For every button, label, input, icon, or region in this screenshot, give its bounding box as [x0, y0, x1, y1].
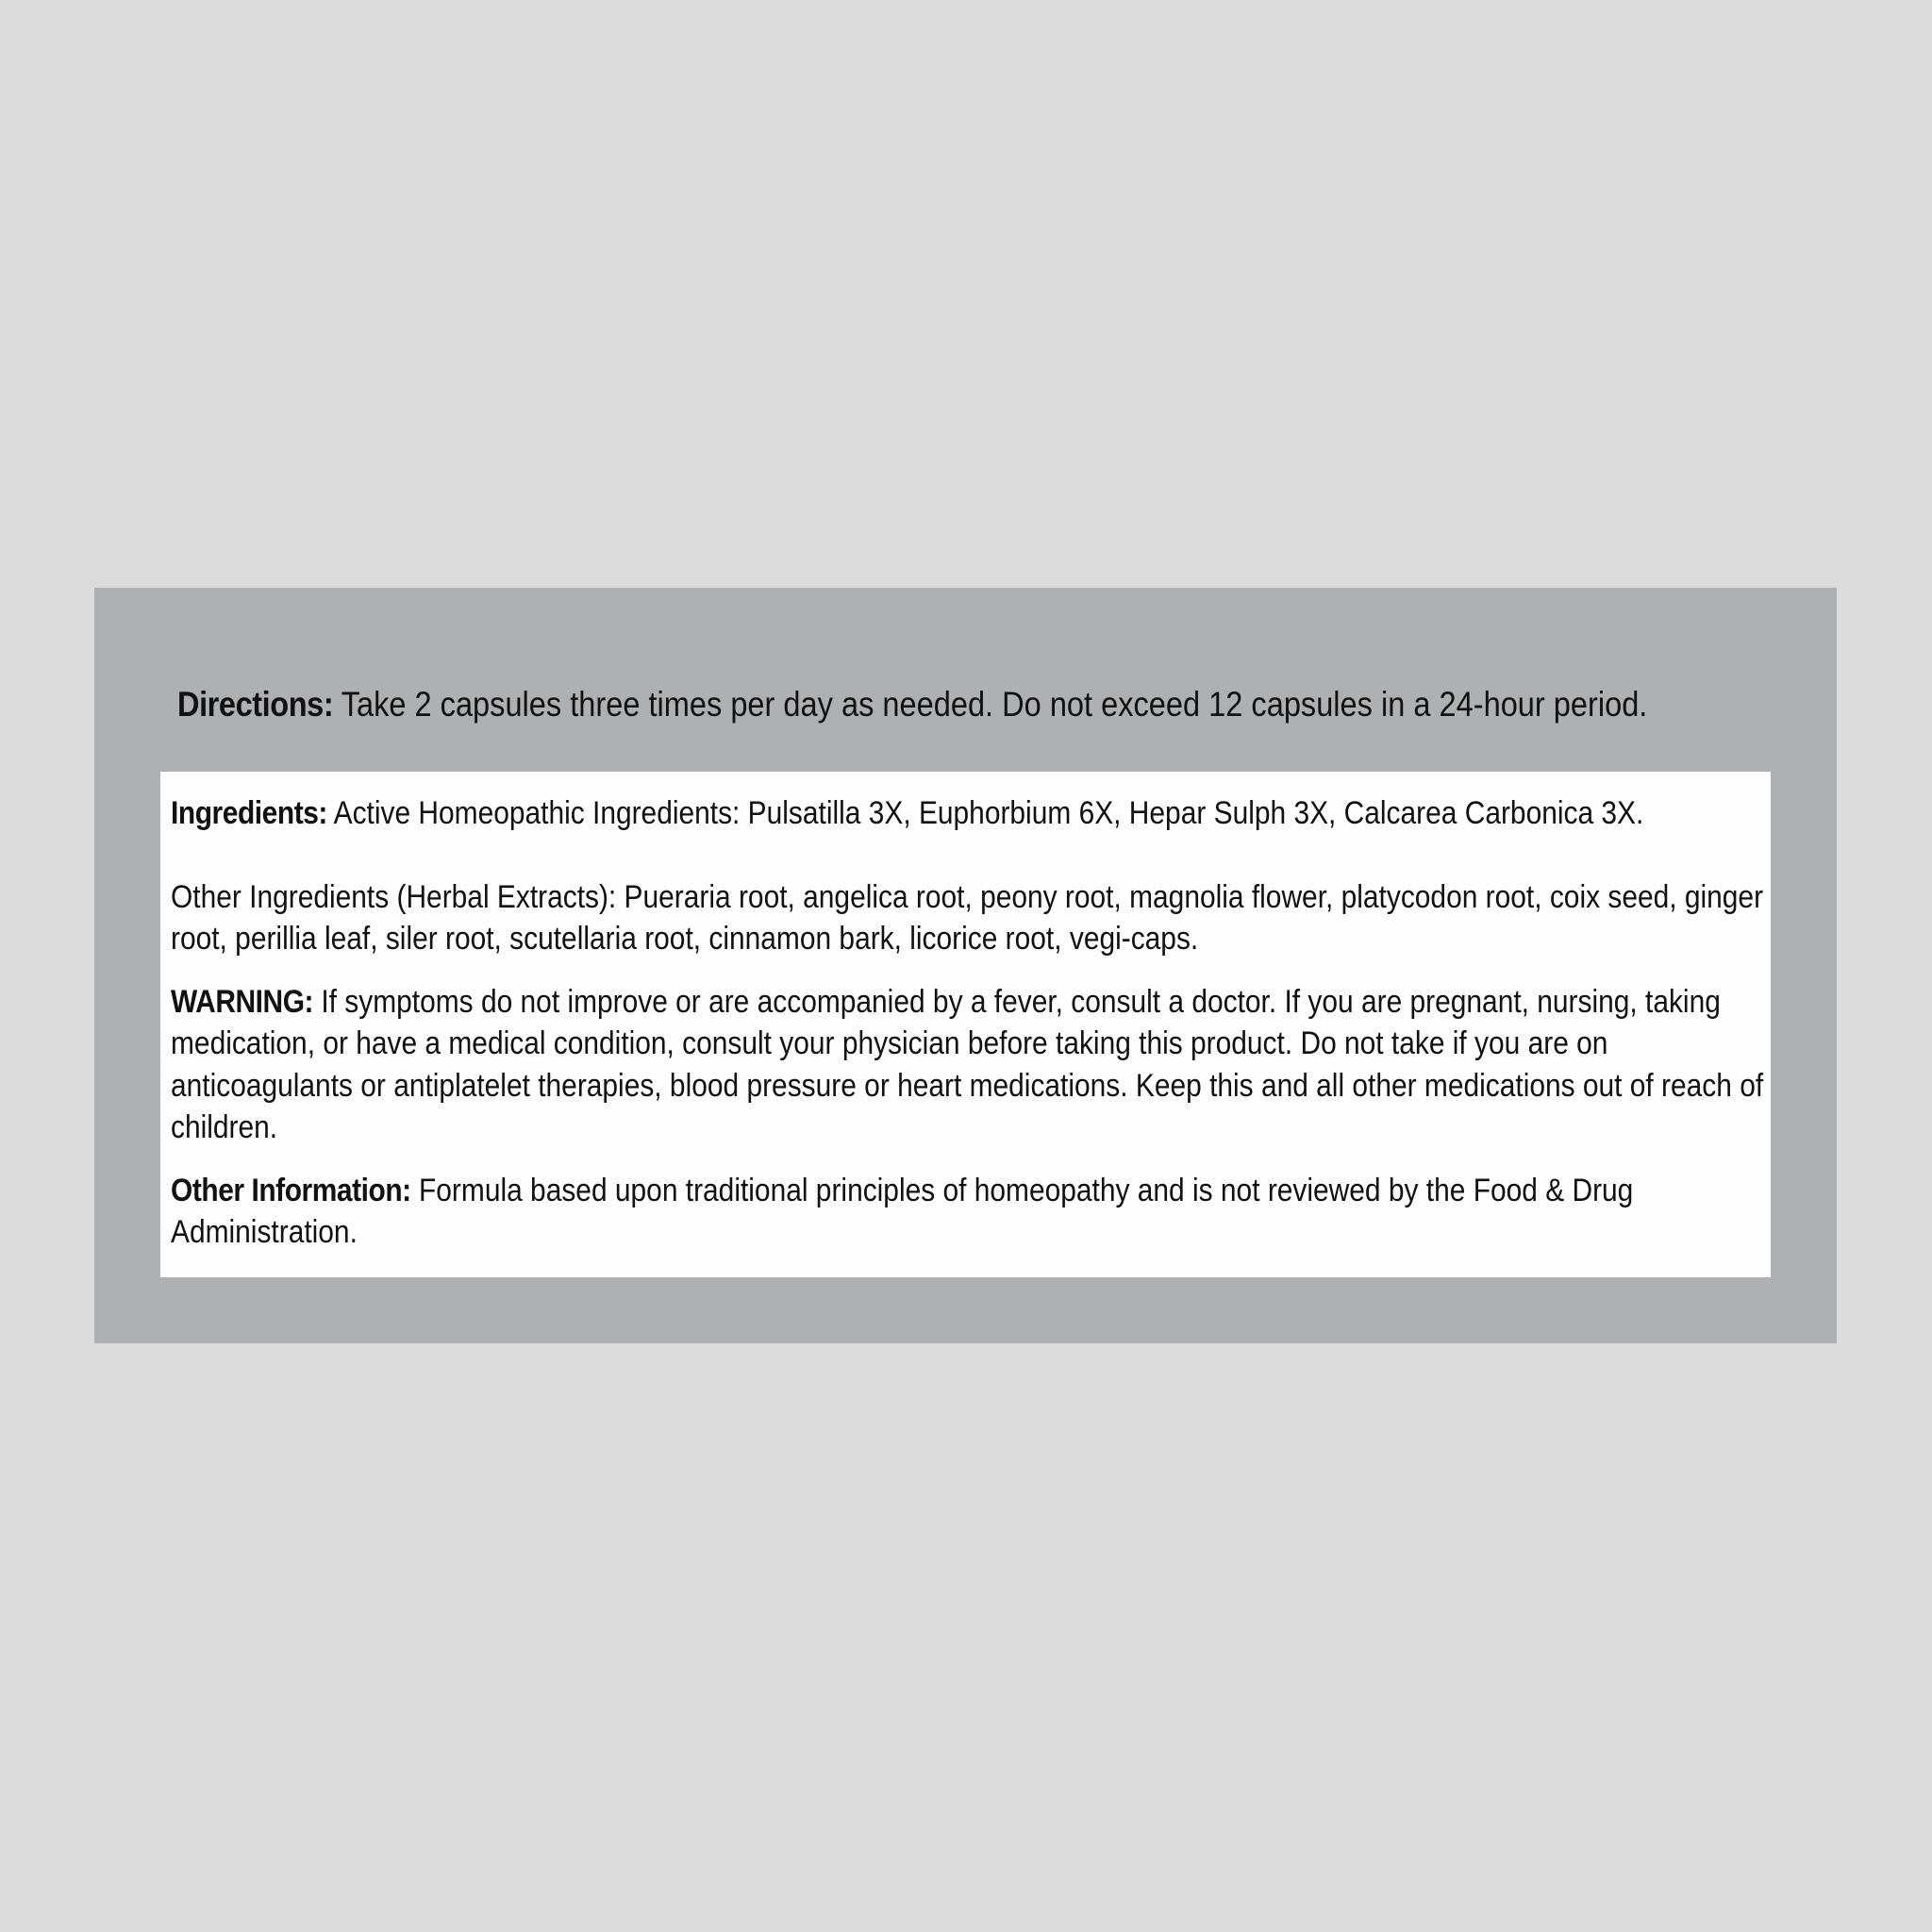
directions-text: Take 2 capsules three times per day as needed. Do not exceed 12 capsules in a 24-hour period.	[333, 685, 1648, 724]
info-box	[160, 772, 1771, 1277]
other-ingredients-paragraph	[171, 876, 1773, 960]
warning-paragraph	[171, 981, 1773, 1149]
label-panel	[94, 588, 1837, 1343]
ingredients-text: Active Homeopathic Ingredients: Pulsatilla 3X, Euphorbium 6X, Hepar Sulph 3X, Calcarea Carbonica 3X.	[326, 795, 1644, 831]
spacer	[171, 960, 1773, 981]
info-content	[171, 792, 1773, 1254]
other-information-label: Other Information:	[171, 1172, 411, 1208]
directions-paragraph	[177, 681, 1779, 728]
warning-text: If symptoms do not improve or are accompanied by a fever, consult a doctor. If you are pregnant, nursing, taking medication, or have a medical condition, consult your physician before taking this product. Do not take if you are on anticoagulants or antiplatelet therapies, blood pressure or heart medications. Keep this and all other medications out of reach of children.	[171, 983, 1764, 1145]
spacer	[171, 1149, 1773, 1170]
other-ingredients-text: Other Ingredients (Herbal Extracts): Pueraria root, angelica root, peony root, magnolia flower, platycodon root, coix seed, ginger root, perillia leaf, siler root, scutellaria root, cinnamon bark, licorice root, vegi-caps.	[171, 878, 1764, 957]
ingredients-paragraph	[171, 792, 1773, 835]
spacer	[171, 835, 1773, 876]
warning-label: WARNING:	[171, 983, 314, 1020]
ingredients-label: Ingredients:	[171, 795, 327, 831]
other-information-text: Formula based upon traditional principles of homeopathy and is not reviewed by the Food & Drug Administration.	[171, 1172, 1634, 1250]
directions-label: Directions:	[177, 685, 334, 724]
other-information-paragraph	[171, 1170, 1773, 1254]
